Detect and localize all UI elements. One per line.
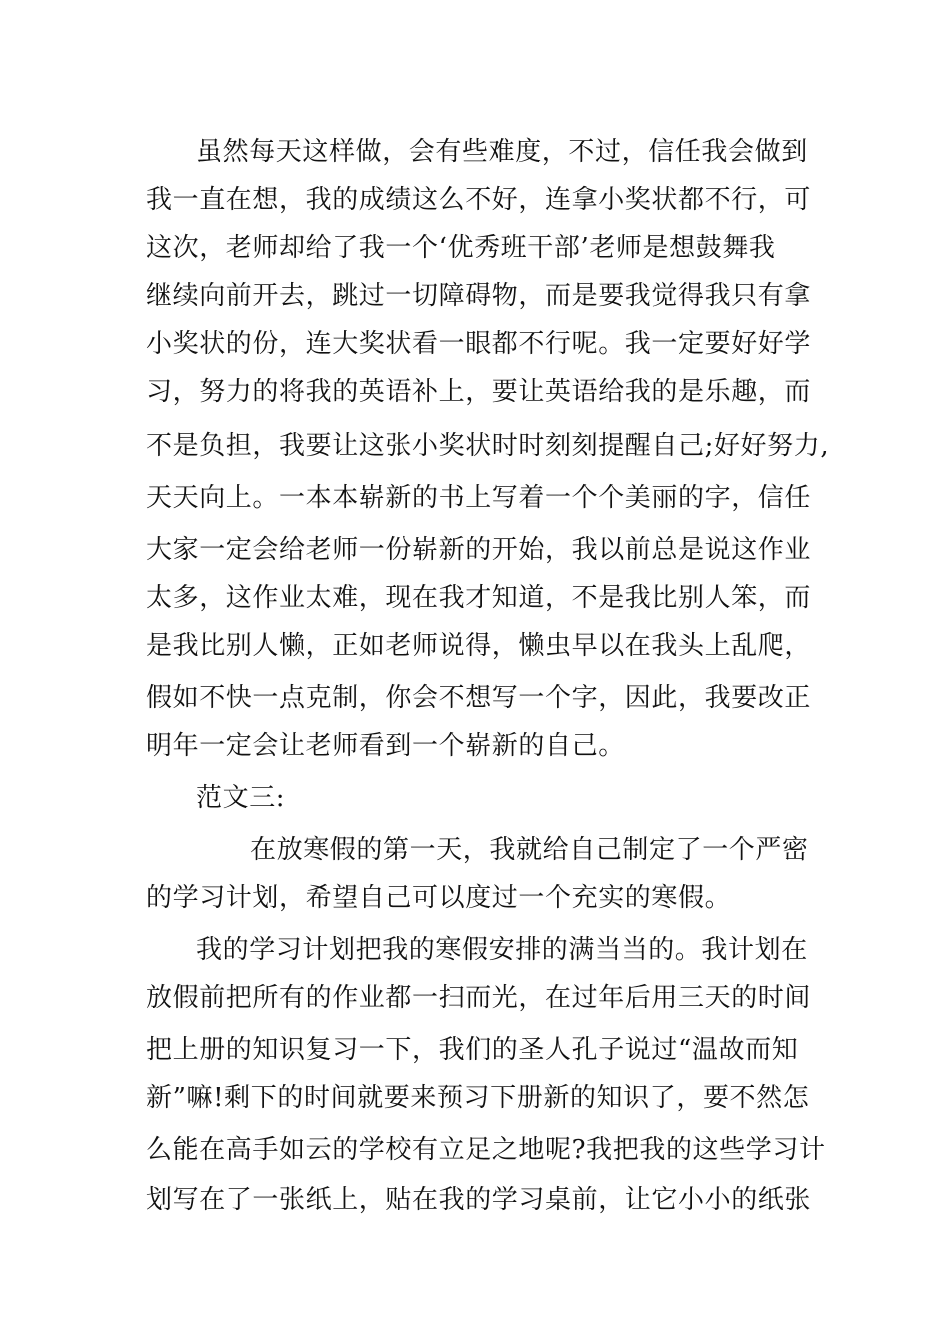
text-line: 放假前把所有的作业都一扫而光，在过年后用三天的时间 [146,983,812,1013]
text-line: 在放寒假的第一天，我就给自己制定了一个严密 [250,835,809,865]
text-line: 虽然每天这样做，会有些难度，不过，信任我会做到 [196,137,808,167]
text-line: 继续向前开去，跳过一切障碍物，而是要我觉得我只有拿 [146,281,812,311]
text-line: 是我比别人懒，正如老师说得，懒虫早以在我头上乱爬， [146,631,812,661]
section-heading: 范文三: [196,783,286,813]
text-line: 明年一定会让老师看到一个崭新的自己。 [146,731,625,761]
text-line: 把上册的知识复习一下，我们的圣人孔子说过“温故而知 [146,1035,799,1065]
text-line: 新”嘛!剩下的时间就要来预习下册新的知识了，要不然怎 [146,1083,810,1113]
text-line: 假如不快一点克制，你会不想写一个字，因此，我要改正 [146,683,812,713]
text-line: 太多，这作业太难，现在我才知道，不是我比别人笨，而 [146,583,812,613]
text-line: 么能在高手如云的学校有立足之地呢?我把我的这些学习计 [146,1135,826,1165]
text-line: 的学习计划，希望自己可以度过一个充实的寒假。 [146,883,732,913]
text-line: 划写在了一张纸上，贴在我的学习桌前，让它小小的纸张 [146,1185,812,1215]
text-line: 大家一定会给老师一份崭新的开始，我以前总是说这作业 [146,535,812,565]
text-line: 天天向上。一本本崭新的书上写着一个个美丽的字，信任 [146,483,812,513]
text-line: 习，努力的将我的英语补上，要让英语给我的是乐趣，而 [146,377,812,407]
text-line: 不是负担，我要让这张小奖状时时刻刻提醒自己;好好努力, [146,431,830,461]
text-line: 这次，老师却给了我一个‘优秀班干部’老师是想鼓舞我 [146,233,776,263]
text-line: 我的学习计划把我的寒假安排的满当当的。我计划在 [196,935,808,965]
text-line: 小奖状的份，连大奖状看一眼都不行呢。我一定要好好学 [146,329,812,359]
text-line: 我一直在想，我的成绩这么不好，连拿小奖状都不行，可 [146,185,812,215]
